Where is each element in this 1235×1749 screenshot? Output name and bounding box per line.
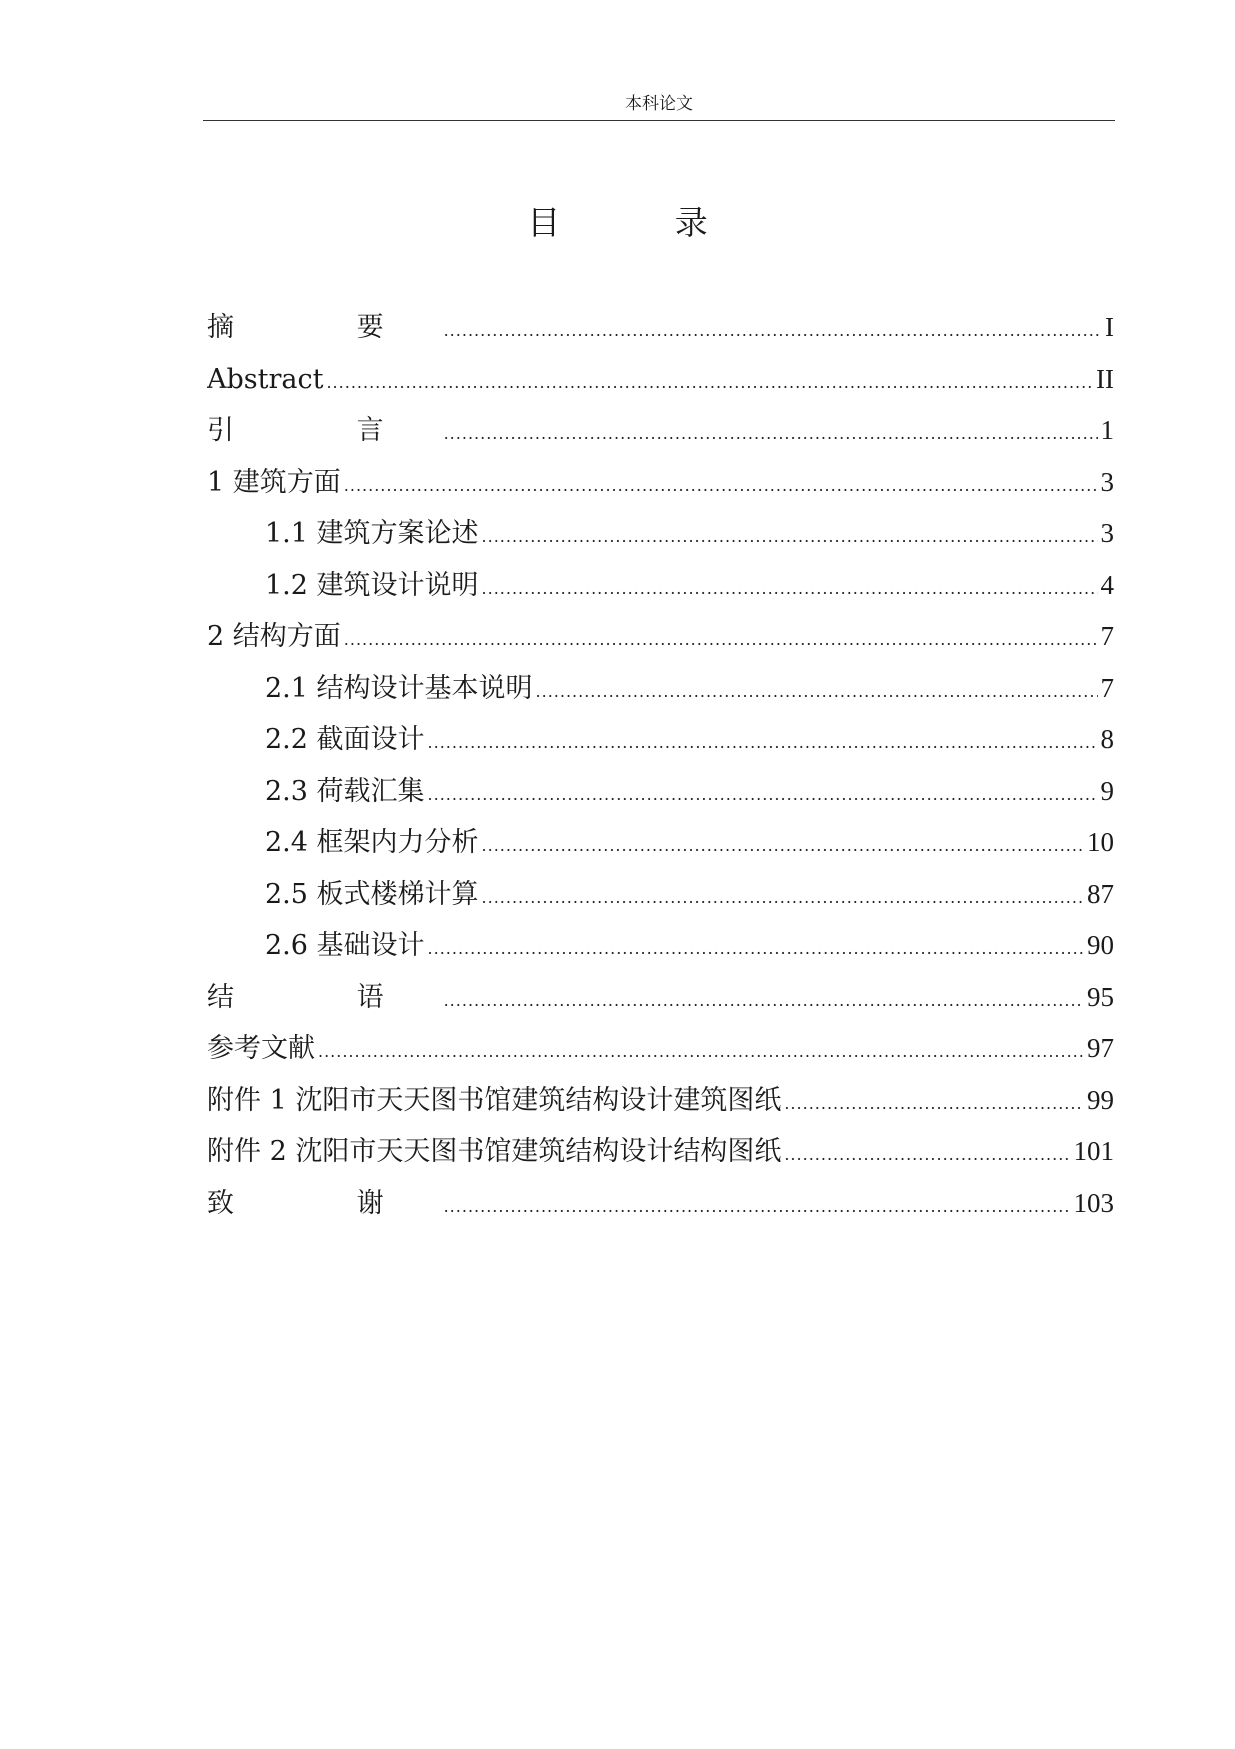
toc-entry-abstract-en[interactable] <box>207 357 1114 409</box>
dot-leader <box>428 721 1098 765</box>
toc-entry-section-2-2[interactable] <box>207 717 1114 769</box>
dot-leader <box>318 1030 1084 1074</box>
toc-entry-section-2-4[interactable] <box>207 820 1114 872</box>
toc-entry-label: 附件 1 沈阳市天天图书馆建筑结构设计建筑图纸 <box>207 1084 782 1116</box>
dot-leader <box>482 567 1098 611</box>
dot-leader <box>444 412 1098 456</box>
dot-leader <box>482 515 1098 559</box>
toc-entry-section-2-6[interactable] <box>207 923 1114 975</box>
toc-entry-acknowledgements[interactable] <box>207 1181 1114 1233</box>
toc-entry-page: 99 <box>1087 1084 1114 1115</box>
toc-entry-label: 附件 2 沈阳市天天图书馆建筑结构设计结构图纸 <box>207 1136 782 1167</box>
toc-entry-label: 结 语 <box>207 981 441 1013</box>
dot-leader <box>428 927 1084 971</box>
toc-entry-page: 7 <box>1100 672 1114 703</box>
running-title: 本科论文 <box>625 94 693 114</box>
toc-entry-label: 2.3 荷载汇集 <box>265 775 425 807</box>
toc-entry-page: 8 <box>1100 724 1114 754</box>
toc-entry-section-2-1[interactable] <box>207 666 1114 718</box>
toc-entry-page: 95 <box>1087 981 1114 1012</box>
toc-entry-label: 2.1 结构设计基本说明 <box>265 672 533 704</box>
dot-leader <box>482 824 1084 868</box>
toc-entry-page: 3 <box>1100 518 1114 548</box>
toc-entry-page: 3 <box>1100 466 1114 497</box>
dot-leader <box>482 876 1084 920</box>
toc-entry-page: 103 <box>1073 1187 1114 1218</box>
toc-entry-page: 90 <box>1087 930 1114 960</box>
toc-entry-label: 1.2 建筑设计说明 <box>265 569 479 601</box>
table-of-contents <box>207 305 1114 1232</box>
toc-entry-chapter-1[interactable] <box>207 460 1114 512</box>
toc-entry-page: 7 <box>1100 621 1114 651</box>
dot-leader <box>344 464 1098 508</box>
toc-entry-appendix-2[interactable] <box>207 1129 1114 1181</box>
toc-entry-label: 摘 要 <box>207 312 441 343</box>
toc-entry-label: 致 谢 <box>207 1187 441 1219</box>
toc-entry-page: I <box>1105 312 1114 342</box>
toc-entry-page: 10 <box>1087 827 1114 857</box>
toc-entry-page: 9 <box>1100 775 1114 806</box>
toc-entry-section-2-5[interactable] <box>207 872 1114 924</box>
toc-entry-page: 101 <box>1073 1136 1114 1166</box>
toc-entry-page: 1 <box>1100 415 1114 445</box>
toc-entry-label: 2 结构方面 <box>207 621 341 652</box>
toc-entry-conclusion[interactable] <box>207 975 1114 1027</box>
toc-entry-section-1-2[interactable] <box>207 563 1114 615</box>
toc-entry-label: 引 言 <box>207 415 441 446</box>
toc-entry-label: Abstract <box>207 363 324 395</box>
toc-entry-label: 2.2 截面设计 <box>265 724 425 755</box>
dot-leader <box>344 618 1098 662</box>
toc-entry-page: II <box>1096 363 1114 394</box>
toc-entry-abstract-cn[interactable] <box>207 305 1114 357</box>
toc-entry-introduction[interactable] <box>207 408 1114 460</box>
toc-entry-label: 参考文献 <box>207 1033 315 1064</box>
toc-entry-label: 2.4 框架内力分析 <box>265 827 479 858</box>
dot-leader <box>428 773 1098 817</box>
dot-leader <box>784 1082 1084 1126</box>
toc-entry-label: 1 建筑方面 <box>207 466 341 498</box>
dot-leader <box>444 309 1102 353</box>
dot-leader <box>536 670 1098 714</box>
toc-entry-chapter-2[interactable] <box>207 614 1114 666</box>
toc-entry-page: 97 <box>1087 1033 1114 1063</box>
toc-entry-section-1-1[interactable] <box>207 511 1114 563</box>
toc-entry-section-2-3[interactable] <box>207 769 1114 821</box>
toc-entry-label: 2.5 板式楼梯计算 <box>265 878 479 910</box>
toc-title: 目 录 <box>527 203 760 242</box>
dot-leader <box>784 1133 1070 1177</box>
toc-entry-label: 2.6 基础设计 <box>265 930 425 961</box>
dot-leader <box>444 979 1084 1023</box>
toc-entry-references[interactable] <box>207 1026 1114 1078</box>
toc-entry-page: 4 <box>1100 569 1114 600</box>
toc-entry-label: 1.1 建筑方案论述 <box>265 518 479 549</box>
toc-entry-page: 87 <box>1087 878 1114 909</box>
dot-leader <box>326 361 1093 405</box>
dot-leader <box>444 1185 1071 1229</box>
page-header <box>203 92 1115 121</box>
toc-entry-appendix-1[interactable] <box>207 1078 1114 1130</box>
